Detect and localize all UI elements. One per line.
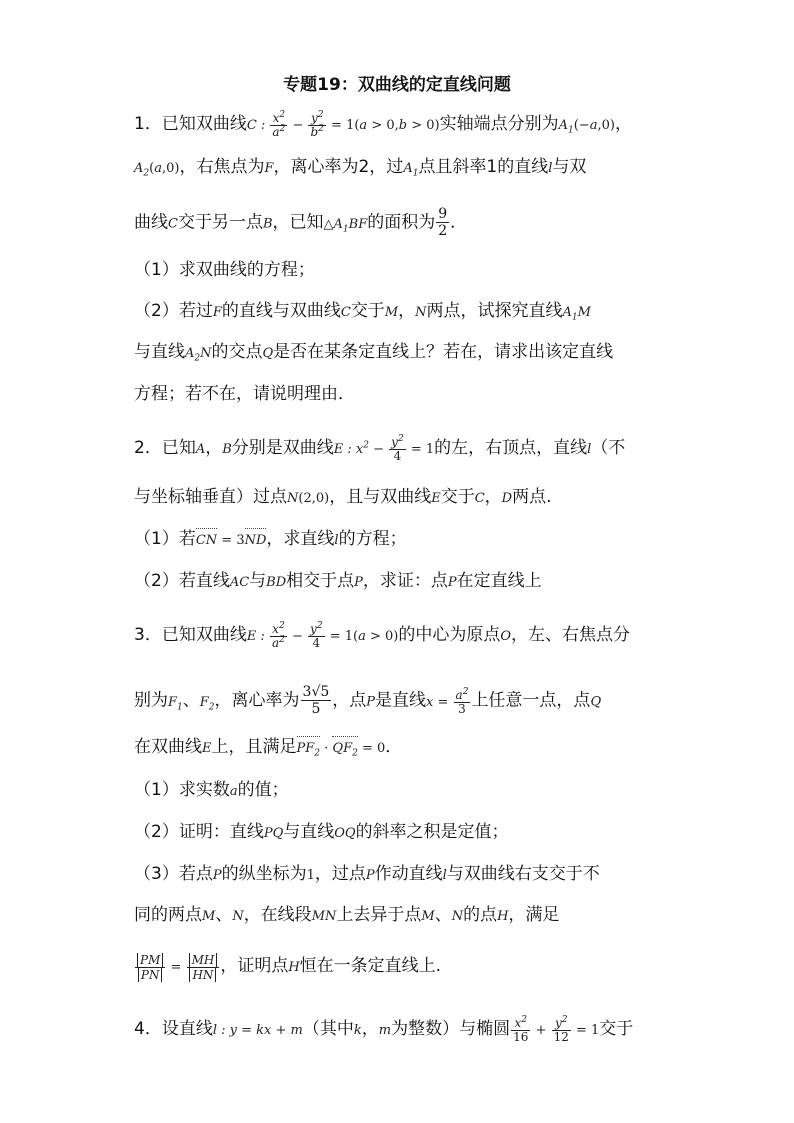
p2-line1: 2．已知A，B分别是双曲线E : $x^2$ − $\frac{y^2}{4}$ = 1的左，右顶点，直线l（不 [134, 434, 626, 463]
p3-formula-eccentricity: $\frac{3√5}{5}$ [302, 684, 330, 717]
p4-formula-ellipse: $\frac{x^2}{16}$ + $\frac{y^2}{12}$ = 1 [513, 1015, 600, 1044]
p2-formula-point-n: N(2,0) [287, 491, 330, 506]
p1-line2: $A_2(a,0)$，右焦点为F，离心率为2，过$A_1$点且斜率1的直线l与双 [134, 157, 587, 179]
page-title: 专题19：双曲线的定直线问题 [283, 75, 511, 95]
p1-formula-hyperbola: C : $\frac{x^2}{a^2}$ − $\frac{y^2}{b^2}$ = 1(a > 0,b > 0) [246, 110, 440, 139]
p1-question-2-line3: 方程；若不在，请说明理由． [134, 384, 355, 404]
p3-formula-hyperbola: E : $\frac{x^2}{a^2}$ − $\frac{y^2}{4}$ = 1(a > 0) [246, 621, 399, 650]
p3-line3: 在双曲线E上，且满足$PF_2 \cdot QF_2 = 0$． [134, 737, 403, 759]
p1-question-2-line2: 与直线$A_2N$的交点Q是否在某条定直线上？若在，请求出该定直线 [134, 342, 614, 364]
p3-formula-ratio: $\frac{PM}{PN}$ = $\frac{MH}{HN}$ [134, 960, 220, 975]
p3-question-3-line3: $\frac{PM}{PN}$ = $\frac{MH}{HN}$ ，证明点H恒在一条定直线上. [134, 953, 441, 982]
p1-formula-a2: $A_2(a,0)$ [134, 161, 180, 179]
p2-question-1: （1）若CN = 3ND，求直线l的方程； [134, 529, 407, 549]
p1-formula-triangle: $\triangle A_1BF$ [323, 216, 368, 235]
p1-question-1: （1）求双曲线的方程； [134, 260, 315, 280]
p3-formula-dot-product: $PF_2 \cdot QF_2 = 0$ [296, 741, 386, 759]
p1-text-1a: 1．已知双曲线 [134, 114, 247, 134]
p3-question-1: （1）求实数a的值； [134, 780, 289, 800]
p1-line3: 曲线C交于另一点B，已知$\triangle A_1BF$的面积为 $\frac{9}{2}$ ． [134, 206, 468, 239]
p3-line1: 3．已知双曲线E : $\frac{x^2}{a^2}$ − $\frac{y^2}{4}$ = 1(a > 0)的中心为原点O，左、右焦点分 [134, 621, 630, 650]
p4-formula-line: l : y = kx + m [212, 1023, 303, 1038]
p1-line1: 1．已知双曲线C : $\frac{x^2}{a^2}$ − $\frac{y^2}{b^2}$ = 1(a > 0,b > 0)实轴端点分别为$A_1(-a,0)$， [134, 110, 632, 139]
p2-formula-vector: CN = 3ND [196, 533, 267, 548]
p1-text-1b: 实轴端点分别为 [439, 114, 559, 134]
p2-question-2: （2）若直线AC与BD相交于点P，求证：点P在定直线上 [134, 571, 542, 591]
p2-formula-hyperbola: E : $x^2$ − $\frac{y^2}{4}$ = 1 [333, 434, 435, 463]
p1-question-2-line1: （2）若过F的直线与双曲线C交于M，N两点，试探究直线$A_1M$ [134, 301, 591, 323]
p2-line2: 与坐标轴垂直）过点N(2,0)，且与双曲线E交于C，D两点. [134, 487, 552, 507]
p4-line1: 4．设直线l : y = kx + m（其中k，m为整数）与椭圆 $\frac{x^2}{16}$ + $\frac{y^2}{12}$ = 1交于 [134, 1015, 634, 1044]
p1-formula-nine-halves: $\frac{9}{2}$ [438, 206, 448, 239]
p3-question-3-line1: （3）若点P的纵坐标为1，过点P作动直线l与双曲线右支交于不 [134, 864, 600, 884]
p3-question-2: （2）证明：直线PQ与直线OQ的斜率之积是定值； [134, 822, 509, 842]
p1-formula-a1: $A_1(-a,0)$ [558, 118, 615, 136]
p3-line2: 别为$F_1$、$F_2$，离心率为 $\frac{3√5}{5}$ ，点P是直线x = $\frac{a^2}{3}$ 上任意一点，点Q [134, 684, 602, 717]
p3-formula-line: x = $\frac{a^2}{3}$ [426, 686, 469, 716]
p3-question-3-line2: 同的两点M、N，在线段MN上去异于点M、N的点H，满足 [134, 905, 560, 925]
